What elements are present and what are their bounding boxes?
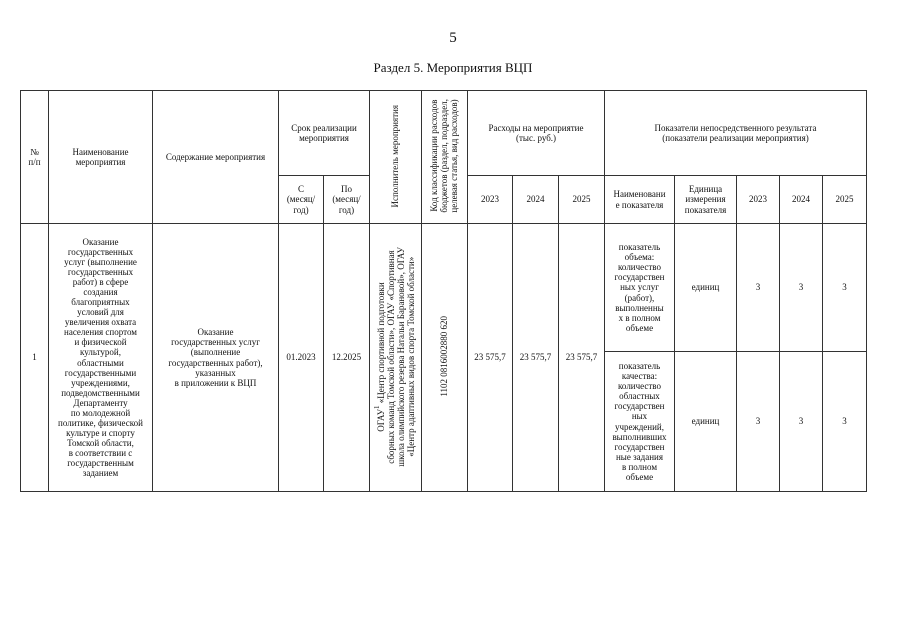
row-executor: ОГАУ$^1$ «Центр спортивной подготовки сборных команд Томской области», ОГАУ «Спортивная школа олимпийского резерва Натальи Барановой», ОГАУ «Центр адаптивных видов спорта Томской области» (370, 224, 422, 492)
header-indicator-unit: Единица измерения показателя (675, 176, 737, 224)
indicator-name: показатель объема: количество государствен ных услуг (работ), выполненны х в полном объеме (605, 224, 675, 352)
row-activity-content: Оказание государственных услуг (выполнение государственных работ), указанных в приложении к ВЦП (153, 224, 279, 492)
header-expenses: Расходы на мероприятие (тыс. руб.) (468, 91, 605, 176)
row-period-to: 12.2025 (324, 224, 370, 492)
header-period: Срок реализации мероприятия (279, 91, 370, 176)
header-expense-year: 2025 (559, 176, 605, 224)
row-expense-2025: 23 575,7 (559, 224, 605, 492)
indicator-value: 3 (823, 352, 867, 492)
header-indicator-name: Наименовани е показателя (605, 176, 675, 224)
indicator-unit: единиц (675, 224, 737, 352)
header-executor: Исполнитель мероприятия (370, 91, 422, 224)
header-indicator-year: 2023 (737, 176, 780, 224)
header-indicators: Показатели непосредственного результата (показатели реализации мероприятия) (605, 91, 867, 176)
header-expense-year: 2024 (513, 176, 559, 224)
row-period-from: 01.2023 (279, 224, 324, 492)
header-code: Код классификации расходов бюджетов (раздел, подраздел, целевая статья, вид расходов) (422, 91, 468, 224)
row-num: 1 (21, 224, 49, 492)
row-activity-name: Оказание государственных услуг (выполнение государственных работ) в сфере создания благоприятных условий для увеличения охвата населения спортом и физической культурой, областными государственными учреждениями, подведомственными Департаменту по молодежной политике, физической культуре и спорту Томской области, в соответствии с государственным заданием (49, 224, 153, 492)
indicator-value: 3 (780, 352, 823, 492)
section-title: Раздел 5. Мероприятия ВЦП (373, 60, 533, 75)
header-content: Содержание мероприятия (153, 91, 279, 224)
indicator-value: 3 (737, 352, 780, 492)
page-number: 5 (449, 30, 457, 46)
row-expense-2024: 23 575,7 (513, 224, 559, 492)
row-budget-code: 1102 0816002880 620 (422, 224, 468, 492)
header-indicator-year: 2025 (823, 176, 867, 224)
activities-table (20, 90, 867, 492)
indicator-unit: единиц (675, 352, 737, 492)
header-period-from: С (месяц/ год) (279, 176, 324, 224)
header-expense-year: 2023 (468, 176, 513, 224)
header-period-to: По (месяц/ год) (324, 176, 370, 224)
header-num: № п/п (21, 91, 49, 224)
indicator-value: 3 (737, 224, 780, 352)
header-name: Наименование мероприятия (49, 91, 153, 224)
header-indicator-year: 2024 (780, 176, 823, 224)
indicator-value: 3 (780, 224, 823, 352)
row-expense-2023: 23 575,7 (468, 224, 513, 492)
indicator-name: показатель качества: количество областных государствен ных учреждений, выполнивших государствен ные задания в полном объеме (605, 352, 675, 492)
indicator-value: 3 (823, 224, 867, 352)
